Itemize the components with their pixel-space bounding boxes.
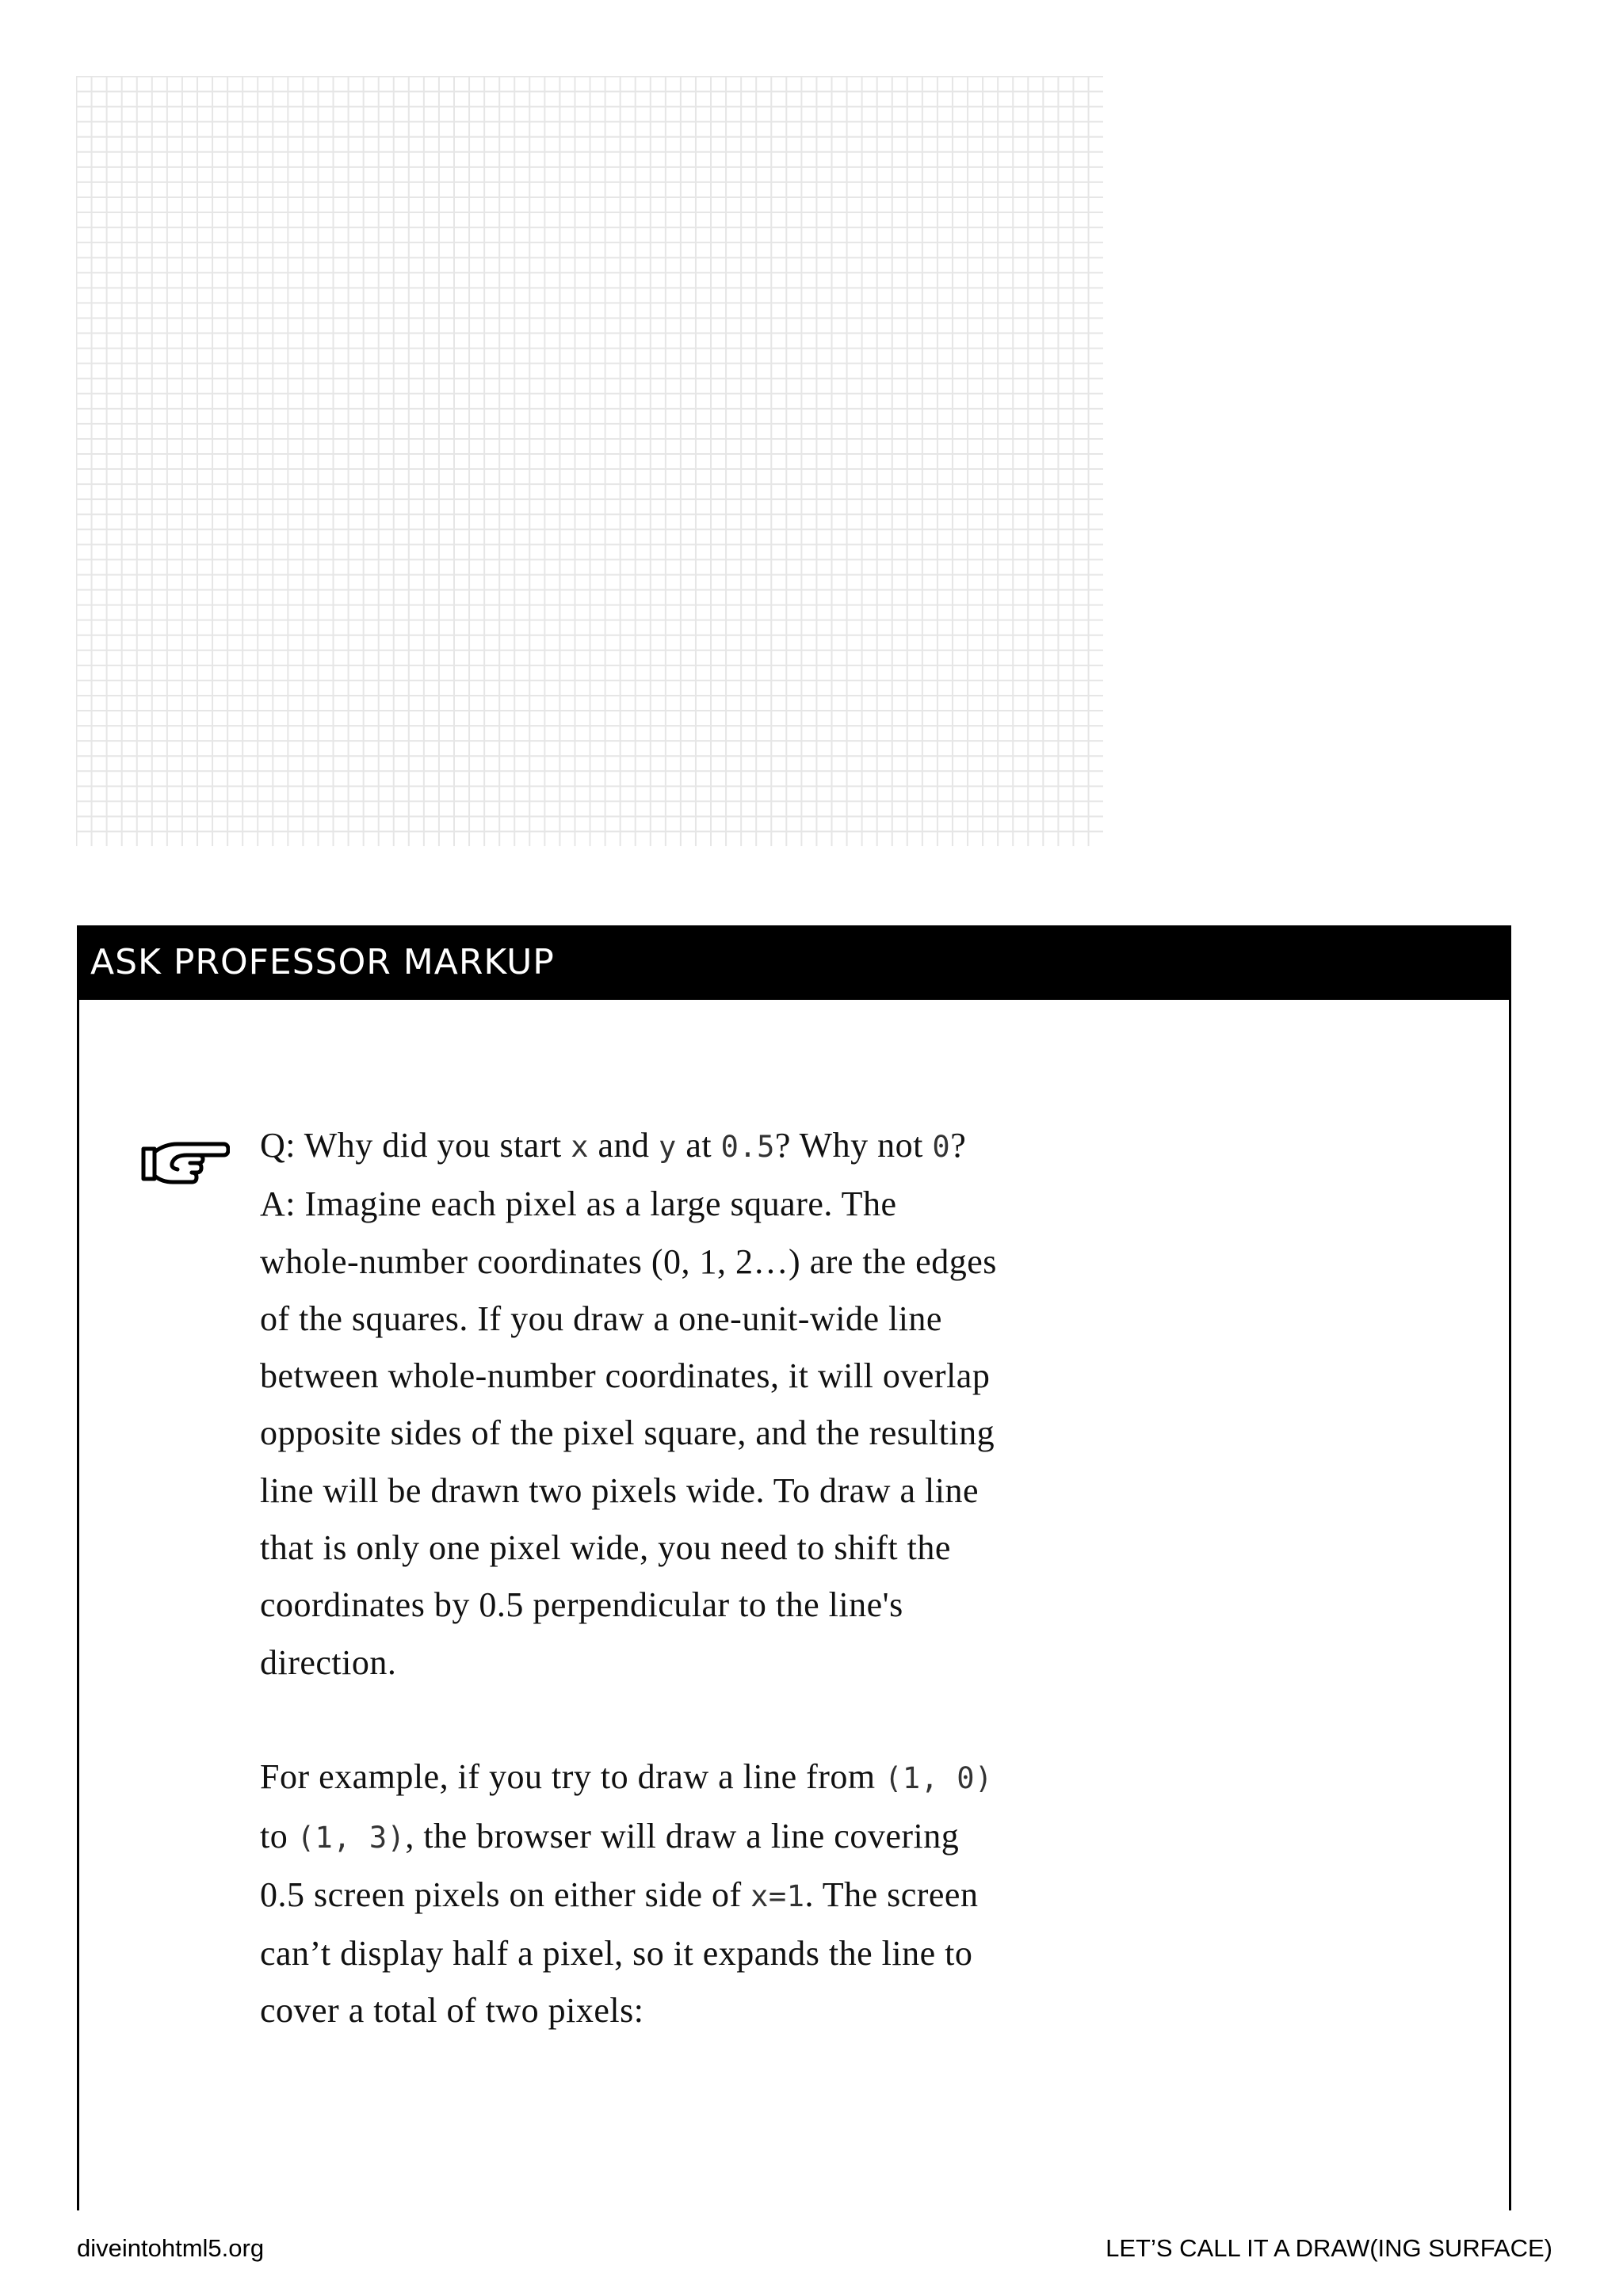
answer-paragraph: A: Imagine each pixel as a large square. The whole-number coordinates (0, 1, 2…) are the edges of the squares. If you draw a one-unit-wide line between whole-number coordinates, it will overlap opposite sides of the pixel square, and the resulting line will be drawn two pixels wide. To draw a line that is only one pixel wide, you need to shift the coordinates by 0.5 perpendicular to the line's direction.: [260, 1184, 997, 1682]
question-paragraph: Q: Why did you start x and y at 0.5? Why not 0?: [260, 1126, 967, 1165]
example-paragraph: For example, if you try to draw a line from (1, 0) to (1, 3), the browser will draw a line covering 0.5 screen pixels on either side of x=1. The screen can’t display half a pixel, so it expands the line to cover a total of two pixels:: [260, 1757, 993, 2031]
code-y: y: [659, 1130, 677, 1164]
aside-title: ASK PROFESSOR MARKUP: [79, 925, 1509, 1000]
code-zero: 0: [932, 1130, 951, 1164]
code-to: (1, 3): [296, 1820, 406, 1855]
code-half: 0.5: [720, 1130, 775, 1164]
aside-body: [260, 1117, 997, 2040]
footer-site: diveintohtml5.org: [77, 2234, 265, 2262]
paragraph-gap: [260, 1691, 997, 1749]
code-x: x: [571, 1130, 589, 1164]
code-from: (1, 0): [884, 1761, 993, 1796]
code-x1: x=1: [750, 1878, 805, 1913]
footer-chapter: LET’S CALL IT A DRAW(ING SURFACE): [1106, 2234, 1552, 2262]
grid-canvas: [76, 76, 1103, 846]
pointing-hand-icon: [141, 1135, 230, 1192]
